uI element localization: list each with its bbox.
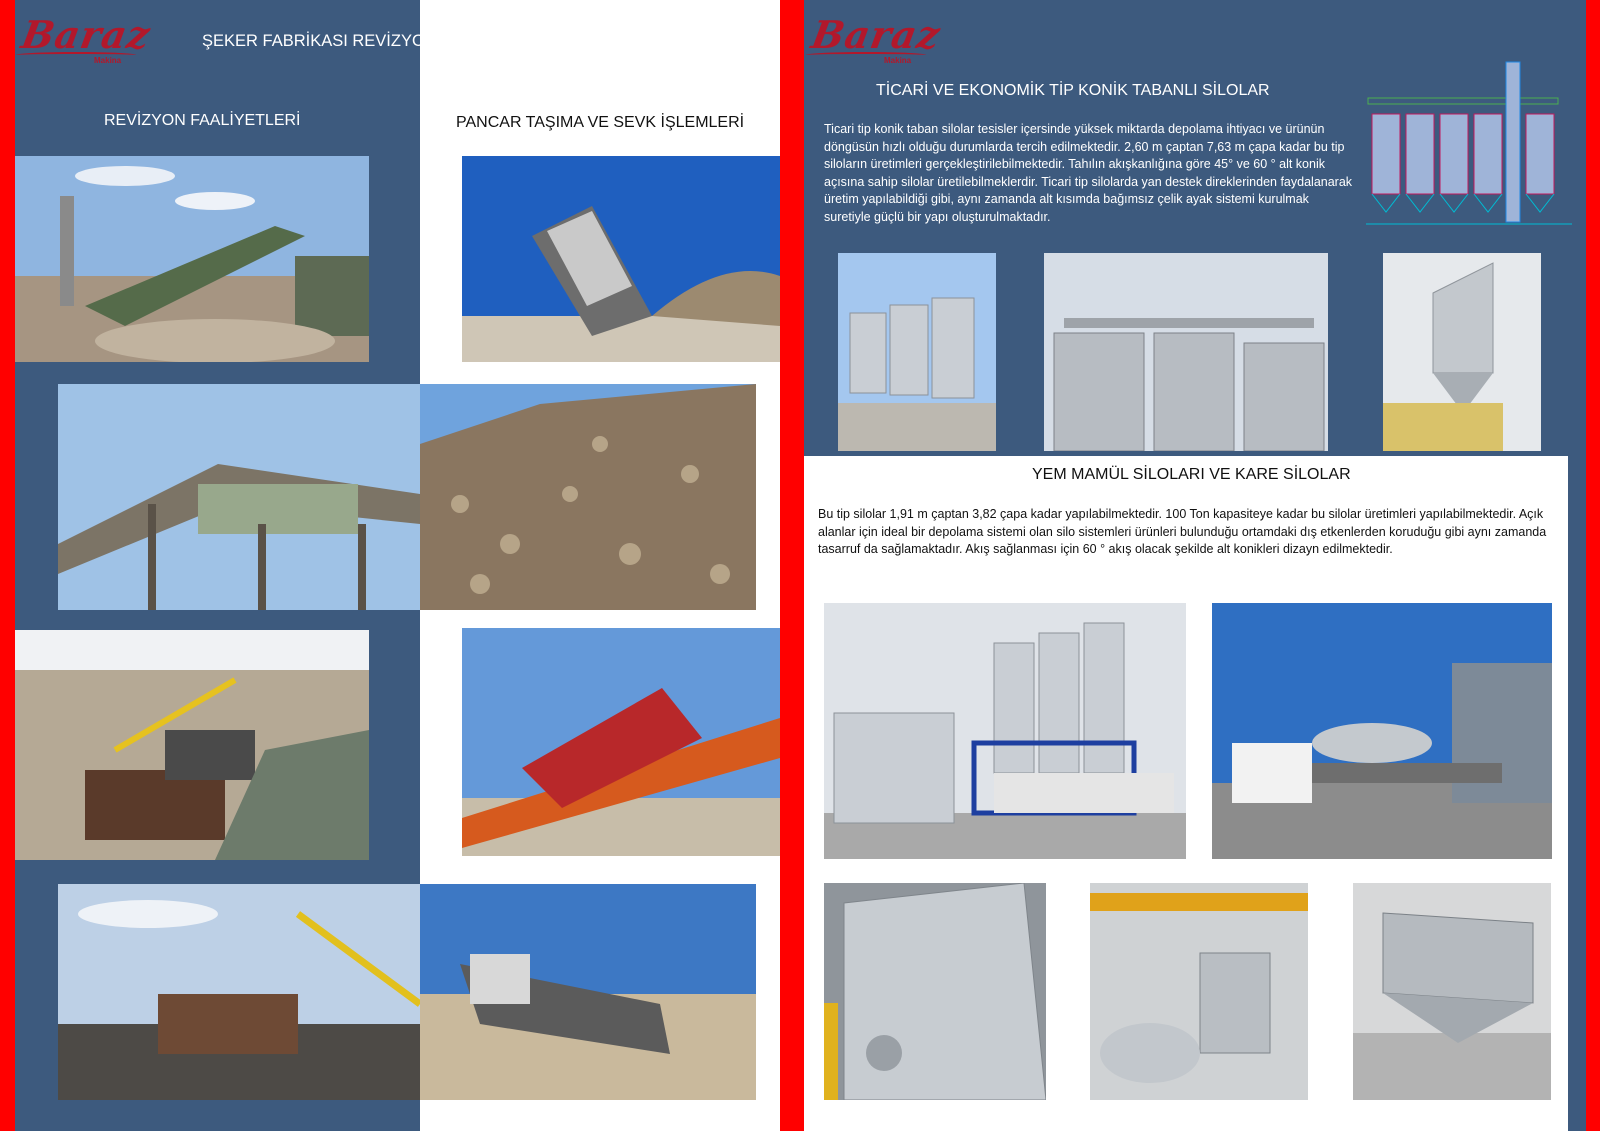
logo-text: Baraz (808, 12, 945, 57)
beet-heading: PANCAR TAŞIMA VE SEVK İŞLEMLERİ (456, 114, 745, 131)
left-logo (16, 10, 156, 66)
photo-large-silos (1044, 253, 1328, 451)
photo-silos-row (838, 253, 996, 451)
photo-silo-transport-truck (1212, 603, 1552, 859)
feed-silo-text: Bu tip silolar 1,91 m çaptan 3,82 çapa kadar yapılabilmektedir. 100 Ton kapasiteye kadar bu silolar üretimleri yapılabilmektedir. Açık alanlar için ideal bir depolama sistemi olan silo sistemleri ürünleri bulunduğu ortamdaki dış etkenlerden koruduğu gibi aynı zamanda tasarruf da sağlamaktadır. Akış sağlanması için 60 ° akış olacak şekilde alt konikleri dizayn edilmektedir. (818, 507, 1547, 556)
logo-text: Baraz (18, 12, 155, 57)
photo-square-silo (824, 883, 1046, 1100)
photo-steel-platform (58, 384, 420, 610)
commercial-silo-heading: TİCARİ VE EKONOMİK TİP KONİK TABANLI SİLOLAR (876, 82, 1270, 99)
commercial-silo-text: Ticari tip konik taban silolar tesisler içersinde yüksek miktarda depolama ihtiyacı ve ürünün döngüsün hızlı olduğu durumlarda tercih edilmektedir. 2,60 m çaptan 7,63 m çapa kadar bu tip siloların üretimleri gerçekleştirilebilmektedir. Tahılın akışkanlığına göre 45° ve 60 ° alt konik açısına sahip silolar üretilebilmeklerdir. Ticari tip silolarda yan destek direklerinden faydalanarak üretim yapılabildiği gibi, aynı zamanda alt kısımda bağımsız çelik ayak sistemi kurulmak suretiyle güçlü bir yapı oluşturulmaktadır. (824, 122, 1353, 224)
photo-conveyor-revision (15, 156, 369, 362)
photo-feed-silos-truck (824, 603, 1186, 859)
revision-heading: REVİZYON FAALİYETLERİ (104, 112, 301, 129)
photo-crane-assembly (58, 884, 420, 1100)
photo-truck-ramp (462, 628, 780, 856)
photo-beet-pile (420, 384, 756, 610)
left-page-title: ŞEKER FABRİKASI REVİZYON VE PANCAR SEVK FAALİYETLERİ (202, 32, 703, 50)
logo-sub: Makina (94, 56, 122, 65)
photo-construction-site (15, 630, 369, 860)
photo-single-silo (1383, 253, 1541, 451)
feed-silo-heading: YEM MAMÜL SİLOLARI VE KARE SİLOLAR (1032, 466, 1351, 483)
photo-truck-tipper-2 (420, 884, 756, 1100)
photo-silo-workshop (1090, 883, 1308, 1100)
silo-technical-drawing (1366, 52, 1572, 232)
right-logo (806, 10, 946, 66)
photo-truck-tipper-1 (462, 156, 780, 362)
logo-sub: Makina (884, 56, 912, 65)
photo-silo-hall (1353, 883, 1551, 1100)
